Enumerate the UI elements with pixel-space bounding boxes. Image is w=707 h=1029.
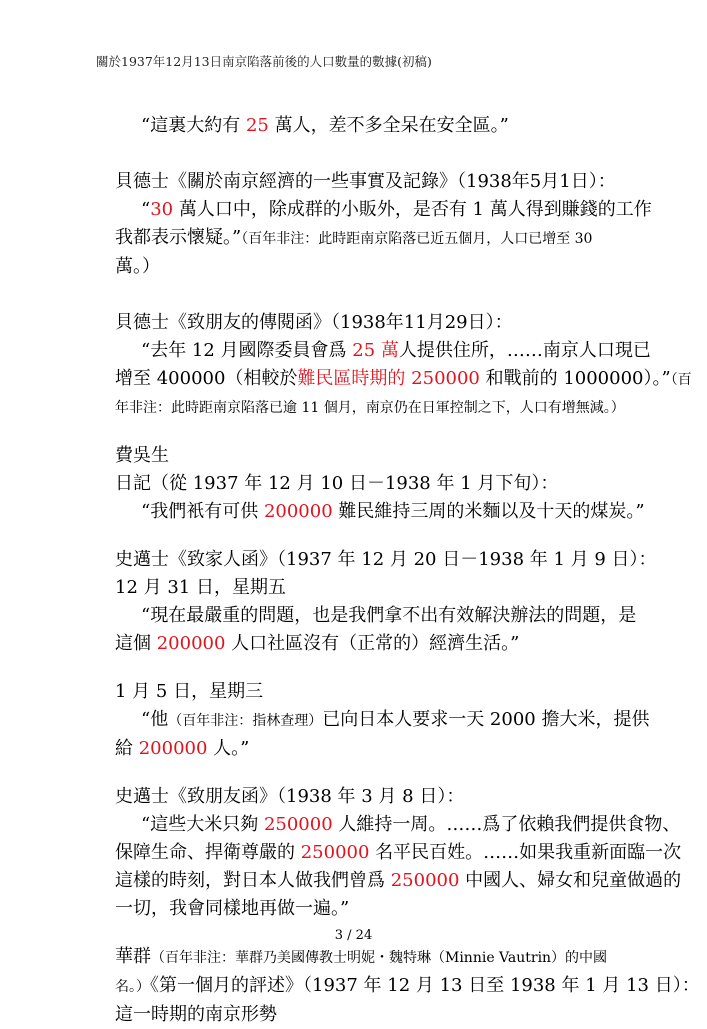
editor-note: （百年非注：華群乃美國傳教士明妮・魏特琳（Minnie Vautrin）的中國 <box>151 950 608 966</box>
section-title: 貝德士《關於南京經濟的一些事實及記錄》（1938年5月1日）： <box>115 171 616 192</box>
entry-date: 1 月 5 日，星期三 <box>115 681 264 702</box>
editor-note: （百年非注：指林查理） <box>168 713 323 729</box>
highlight-number: 30 <box>150 199 174 220</box>
editor-note: 萬。） <box>115 256 160 277</box>
section-title: 貝德士《致朋友的傳閱函》（1938年11月29日）： <box>115 312 513 333</box>
highlight-number: 25 <box>245 115 269 136</box>
highlight-number: 250000 <box>263 814 333 835</box>
quote-line: 增至 400000（相較於難民區時期的 250000 和戰前的 1000000）。”（百 <box>115 368 692 389</box>
highlight-number: 200000 <box>263 501 333 522</box>
editor-note: 年非注：此時距南京陷落已逾 11 個月，南京仍在日軍控制之下，人口有增無減。） <box>115 400 625 416</box>
quote-line: 這個 200000 人口社區沒有（正常的）經濟生活。” <box>115 633 520 654</box>
editor-note: （百年非注：此時距南京陷落已近五個月，人口已增至 30 <box>241 231 593 247</box>
editor-note: （百 <box>670 372 692 388</box>
highlight-number: 25 萬 <box>352 340 399 361</box>
highlight-text: 難民區時期的 250000 <box>297 368 480 389</box>
highlight-number: 200000 <box>156 633 226 654</box>
running-header: 關於1937年12月13日南京陷落前後的人口數量的數據(初稿) <box>96 54 432 69</box>
quote-line: “我們衹有可供 200000 難民維持三周的米麵以及十天的煤炭。” <box>141 501 645 522</box>
entry-date: 12 月 31 日，星期五 <box>115 577 286 598</box>
section-title-line: 名。）《第一個月的評述》（1937 年 12 月 13 日至 1938 年 1 月 13 日）： <box>115 975 700 996</box>
author-name: 費吳生 <box>115 445 169 466</box>
author-line <box>115 943 615 972</box>
editor-note: 名。） <box>115 979 150 995</box>
quote-line: “他（百年非注：指林查理）已向日本人要求一天 2000 擔大米，提供 <box>141 709 650 730</box>
document-body <box>115 112 700 1029</box>
body-line: 這一時期的南京形勢 <box>115 1004 277 1025</box>
quote-line: 保障生命、捍衛尊嚴的 250000 名平民百姓。……如果我重新面臨一次 <box>115 842 682 863</box>
highlight-number: 200000 <box>138 738 208 759</box>
section-title: 日記（從 1937 年 12 月 10 日－1938 年 1 月下旬）： <box>115 473 559 494</box>
quote-line: 給 200000 人。” <box>115 738 250 759</box>
quote-line: “去年 12 月國際委員會爲 25 萬人提供住所，……南京人口現已 <box>141 340 651 361</box>
page-number: 3 / 24 <box>334 928 373 943</box>
quote-1: “這裏大約有 25 萬人，差不多全呆在安全區。” <box>141 115 509 136</box>
quote-line: 一切，我會同樣地再做一遍。” <box>115 898 350 919</box>
author-name: 華群 <box>115 946 151 967</box>
section-title: 史邁士《致朋友函》（1938 年 3 月 8 日）： <box>115 786 465 807</box>
quote-line: “現在最嚴重的問題，也是我們拿不出有效解決辦法的問題，是 <box>141 605 637 626</box>
highlight-number: 250000 <box>390 870 460 891</box>
quote-line: 我都表示懷疑。”（百年非注：此時距南京陷落已近五個月，人口已增至 30 <box>115 227 593 248</box>
quote-line: “這些大米只夠 250000 人維持一周。……爲了依賴我們提供食物、 <box>141 814 681 835</box>
section-title: 史邁士《致家人函》（1937 年 12 月 20 日－1938 年 1 月 9 日）： <box>115 549 657 570</box>
quote-line: “30 萬人口中，除成群的小販外，是否有 1 萬人得到賺錢的工作 <box>141 199 652 220</box>
highlight-number: 250000 <box>300 842 370 863</box>
quote-line: 這樣的時刻，對日本人做我們曾爲 250000 中國人、婦女和兒童做過的 <box>115 870 682 891</box>
